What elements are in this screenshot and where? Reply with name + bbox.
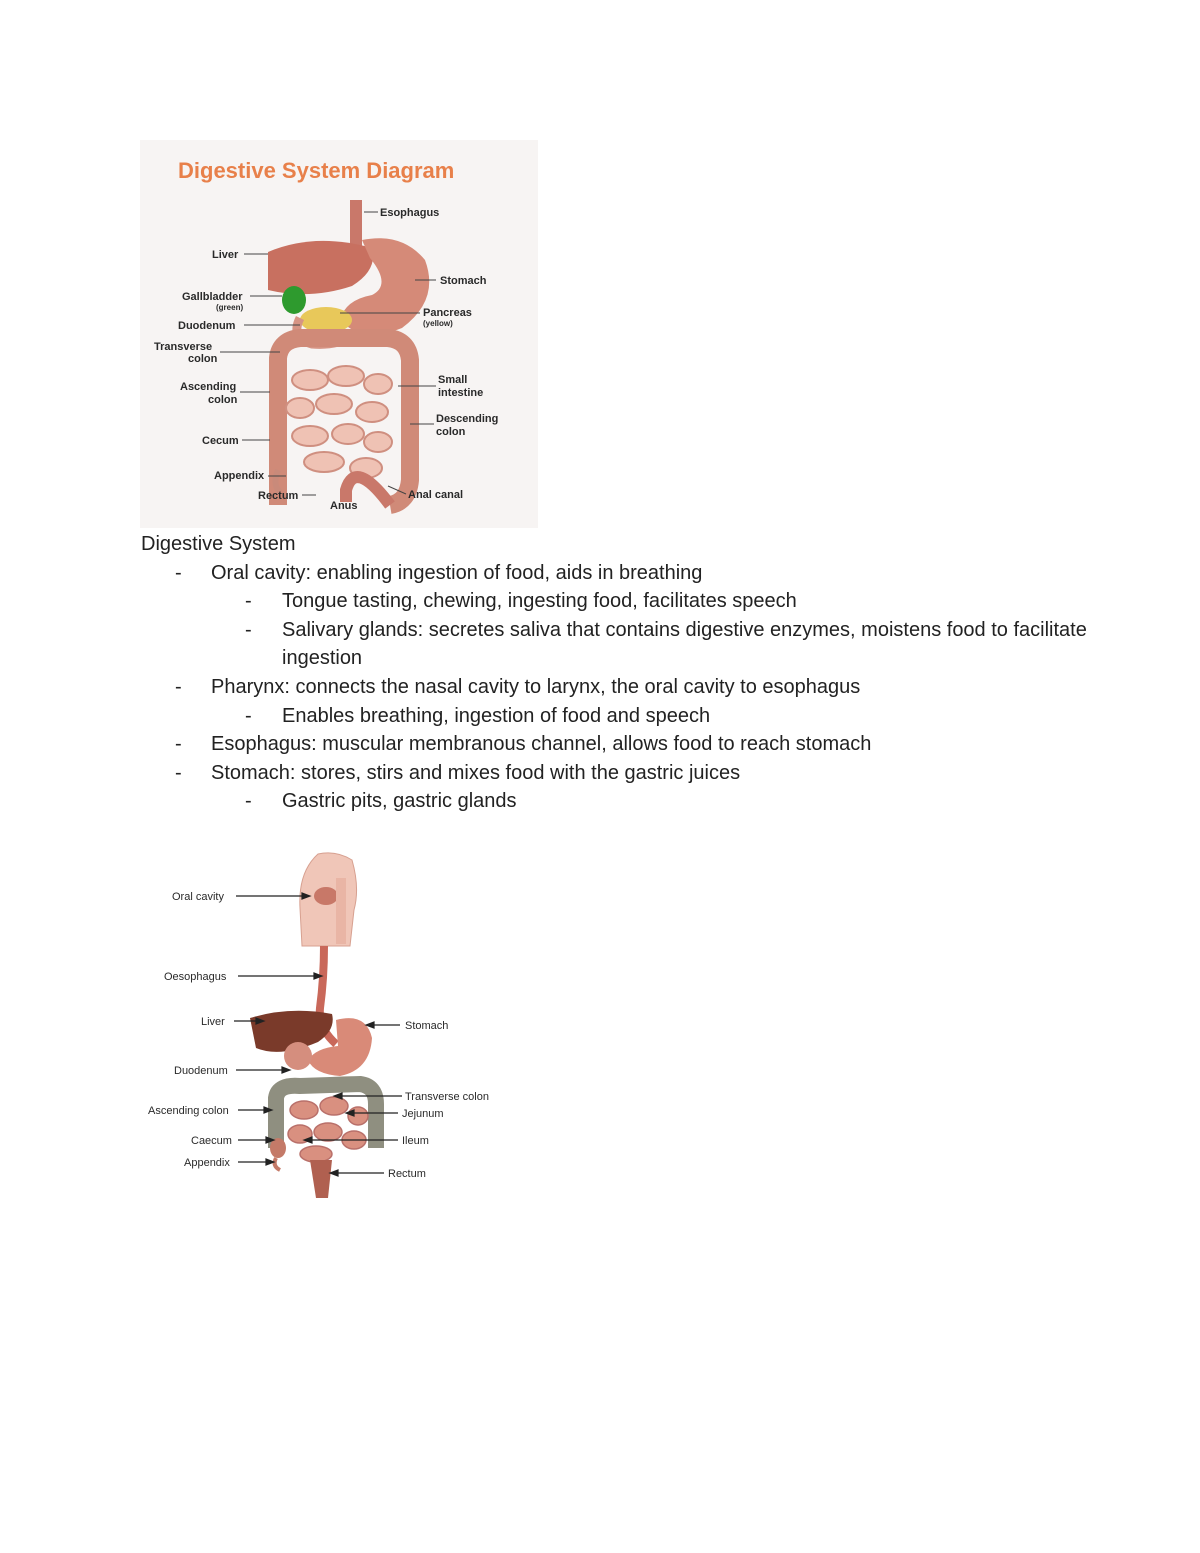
label-appendix: Appendix: [184, 1157, 230, 1169]
list-item-oral-cavity: [141, 559, 1101, 588]
bullet-dash: -: [175, 761, 182, 784]
sub-item-text: Salivary glands: secretes saliva that contains digestive enzymes, moistens food to facilitate ingestion: [282, 618, 1087, 670]
label-descending-1: Descending: [436, 413, 499, 425]
item-text: Pharynx: connects the nasal cavity to larynx, the oral cavity to esophagus: [211, 675, 861, 698]
label-oral-cavity: Oral cavity: [172, 891, 224, 903]
label-transverse-2: colon: [188, 353, 218, 365]
diagram-title: Digestive System Diagram: [178, 158, 455, 183]
label-oesophagus: Oesophagus: [164, 971, 227, 983]
bullet-dash: -: [175, 561, 182, 584]
bullet-dash: -: [245, 704, 252, 727]
label-transverse-1: Transverse: [154, 341, 213, 353]
sub-item-salivary: [141, 616, 1101, 673]
bullet-dash: -: [175, 733, 182, 756]
label-descending-2: colon: [436, 426, 466, 438]
label-liver: Liver: [201, 1016, 225, 1028]
item-text: Esophagus: muscular membranous channel, allows food to reach stomach: [211, 733, 872, 756]
item-text: Oral cavity: enabling ingestion of food, aids in breathing: [211, 561, 703, 584]
label-jejunum: Jejunum: [402, 1108, 444, 1120]
label-rectum: Rectum: [258, 490, 299, 502]
bullet-dash: -: [245, 618, 252, 641]
label-gallbladder-note: (green): [216, 303, 244, 312]
list-item-pharynx: [141, 673, 1101, 702]
label-pancreas-note: (yellow): [423, 319, 453, 328]
label-ascending-1: Ascending: [180, 381, 237, 393]
label-anus: Anus: [330, 500, 358, 512]
label-cecum: Cecum: [202, 435, 239, 447]
label-transverse-colon: Transverse colon: [405, 1091, 489, 1103]
bullet-dash: -: [175, 675, 182, 698]
sub-item-text: Tongue tasting, chewing, ingesting food, facilitates speech: [282, 590, 797, 613]
label-appendix: Appendix: [214, 470, 265, 482]
label-liver: Liver: [212, 249, 239, 261]
label-ascending-2: colon: [208, 394, 238, 406]
sub-item-text: Enables breathing, ingestion of food and speech: [282, 704, 711, 727]
digestive-system-diagram: [140, 140, 538, 528]
list-item-stomach: [141, 759, 1101, 788]
label-small-1: Small: [438, 374, 468, 386]
sub-item-enables: [141, 702, 1101, 731]
tract-illustration: [250, 853, 376, 1198]
label-duodenum: Duodenum: [178, 320, 236, 332]
sub-item-tongue: [141, 587, 1101, 616]
notes-heading: Digestive System: [141, 533, 296, 555]
label-stomach: Stomach: [440, 275, 487, 287]
label-stomach: Stomach: [405, 1020, 449, 1032]
label-caecum: Caecum: [191, 1135, 232, 1147]
label-esophagus: Esophagus: [380, 207, 440, 219]
label-gallbladder: Gallbladder: [182, 291, 243, 303]
sub-item-text: Gastric pits, gastric glands: [282, 790, 517, 813]
label-pancreas: Pancreas: [423, 307, 472, 319]
label-duodenum: Duodenum: [174, 1065, 228, 1077]
label-small-2: intestine: [438, 387, 484, 399]
digestive-tract-figure: [140, 848, 510, 1204]
digestive-notes: [141, 530, 1101, 816]
bullet-dash: -: [245, 590, 252, 613]
item-text: Stomach: stores, stirs and mixes food with the gastric juices: [211, 761, 741, 784]
label-rectum: Rectum: [388, 1168, 426, 1180]
bullet-dash: -: [245, 790, 252, 813]
label-ascending-colon: Ascending colon: [148, 1105, 229, 1117]
sub-item-gastric: [141, 787, 1101, 816]
label-ileum: Ileum: [402, 1135, 429, 1147]
list-item-esophagus: [141, 730, 1101, 759]
label-anal-canal: Anal canal: [408, 489, 464, 501]
